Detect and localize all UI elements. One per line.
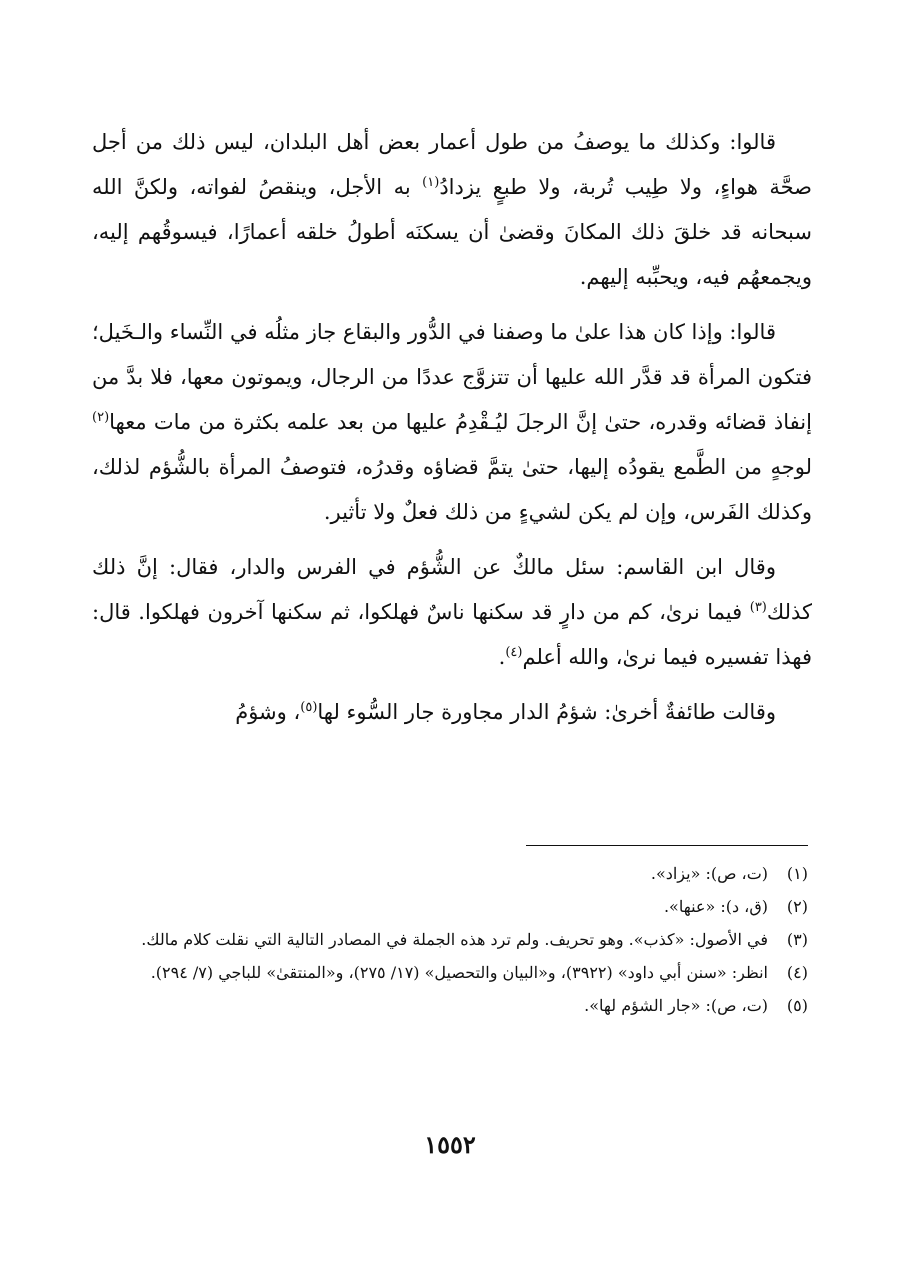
- footnote-text: في الأصول: «كذب». وهو تحريف. ولم ترد هذه الجملة في المصادر التالية التي نقلت كلام مالك.: [141, 930, 768, 949]
- footnote-ref-5: (٥): [300, 700, 318, 715]
- paragraph-1-text-b: به الأجل، وينقصُ لفواته، ولكنَّ الله سبحانه قد خلقَ ذلك المكانَ وقضىٰ أن يسكنَه أطولُ خلقه أعمارًا، فيسوقُهم إليه، ويجمعهُم فيه، ويحبِّبه إليهم.: [92, 175, 812, 289]
- paragraph-4-text-b: ، وشؤمُ: [235, 700, 301, 724]
- footnote-ref-3: (٣): [749, 600, 767, 615]
- paragraph-3-text-c: .: [498, 645, 506, 669]
- footnote-number: (١): [786, 864, 808, 883]
- footnote-number: (٢): [786, 897, 808, 916]
- footnote-ref-2: (٢): [92, 410, 110, 425]
- footnote-3: [88, 924, 808, 955]
- main-text: [92, 120, 812, 745]
- paragraph-1: [92, 120, 812, 300]
- footnote-text: (ت، ص): «يزاد».: [650, 864, 768, 883]
- footnote-ref-1: (١): [422, 175, 440, 190]
- footnotes: [88, 858, 808, 1023]
- footnote-5: [88, 990, 808, 1021]
- footnote-number: (٣): [786, 930, 808, 949]
- paragraph-3: [92, 545, 812, 680]
- footnote-1: [88, 858, 808, 889]
- page-number: ١٥٥٢: [424, 1130, 476, 1159]
- footnote-text: (ت، ص): «جار الشؤم لها».: [584, 996, 768, 1015]
- paragraph-3-text-a: وقال ابن القاسم: سئل مالكٌ عن الشُّؤم في الفرس والدار، فقال: إنَّ ذلك كذلك: [92, 555, 812, 624]
- footnote-number: (٤): [786, 963, 808, 982]
- paragraph-3-text-b: فيما نرىٰ، كم من دارٍ قد سكنها ناسٌ فهلكوا، ثم سكنها آخرون فهلكوا. قال: فهذا تفسيره فيما نرىٰ، والله أعلم: [92, 600, 812, 669]
- paragraph-2: [92, 310, 812, 535]
- footnote-text: انظر: «سنن أبي داود» (٣٩٢٢)، و«البيان والتحصيل» (١٧/ ٢٧٥)، و«المنتقىٰ» للباجي (٧/ ٢٩٤).: [150, 963, 768, 982]
- paragraph-2-text-b: لوجهٍ من الطَّمع يقودُه إليها، حتىٰ يتمَّ قضاؤه وقدرُه، فتوصفُ المرأة بالشُّؤم لذلك، وكذلك الفَرس، وإن لم يكن لشيءٍ من ذلك فعلٌ ولا تأثير.: [92, 455, 812, 524]
- paragraph-2-text-a: قالوا: وإذا كان هذا علىٰ ما وصفنا في الدُّور والبقاع جاز مثلُه في النِّساء والـخَيل؛ فتكون المرأة قد قدَّر الله عليها أن تتزوَّج عددًا من الرجال، ويموتون معها، فلا بدَّ من إنفاذ قضائه وقدره، حتىٰ إنَّ الرجلَ ليُـقْدِمُ عليها من بعد علمه بكثرة من مات معها: [92, 320, 812, 434]
- footnote-text: (ق، د): «عنها».: [663, 897, 768, 916]
- footnote-ref-4: (٤): [505, 645, 523, 660]
- footnote-4: [88, 957, 808, 988]
- footnote-number: (٥): [786, 996, 808, 1015]
- paragraph-4-text-a: وقالت طائفةٌ أخرىٰ: شؤمُ الدار مجاورة جار السُّوء لها: [317, 700, 776, 724]
- paragraph-4: [92, 690, 812, 735]
- footnote-2: [88, 891, 808, 922]
- paragraph-1-text-a: قالوا: وكذلك ما يوصفُ من طول أعمار بعض أهل البلدان، ليس ذلك من أجل صحَّة هواءٍ، ولا طِيب تُربة، ولا طبعٍ يزدادُ: [92, 130, 812, 199]
- footnote-divider: [526, 845, 808, 846]
